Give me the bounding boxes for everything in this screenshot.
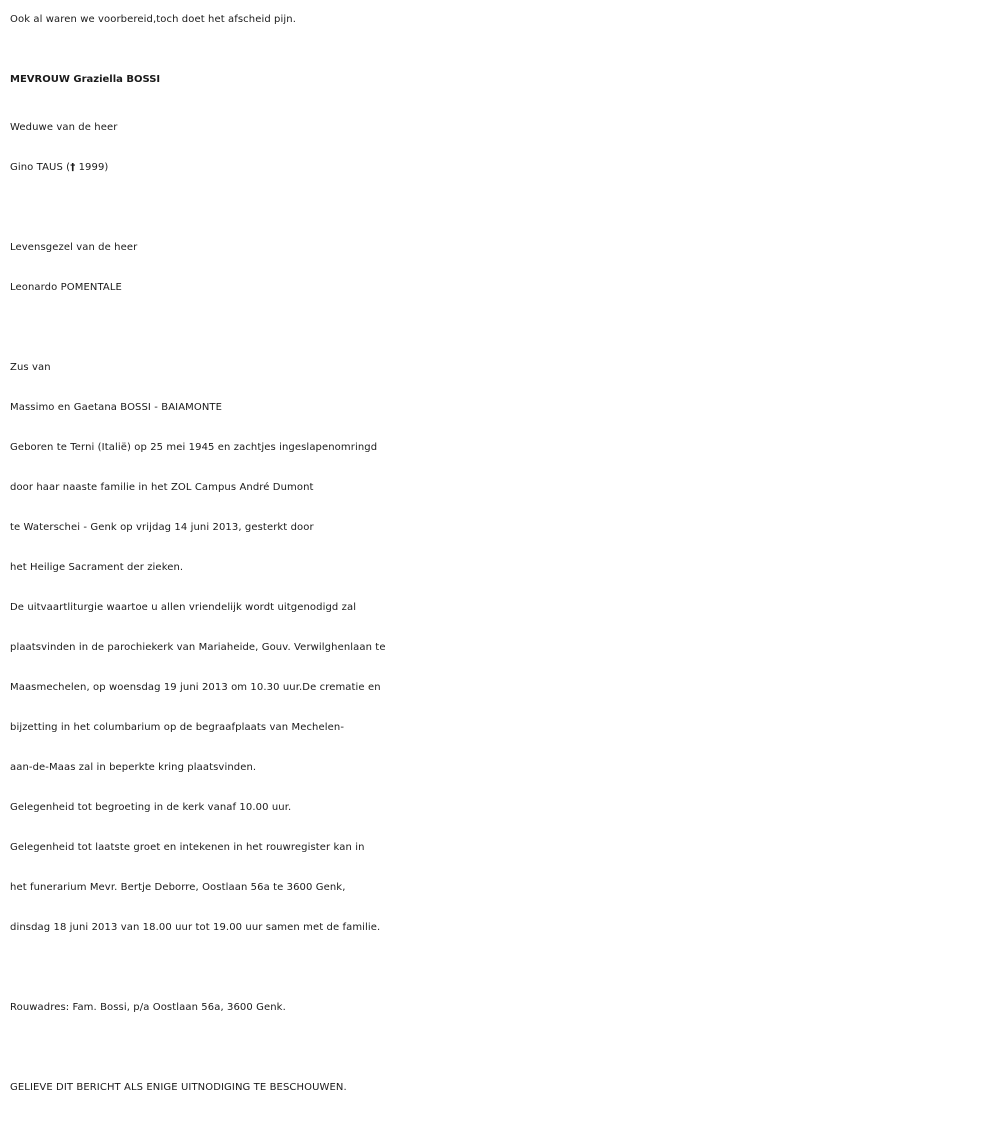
sibling-label: Zus van: [10, 362, 51, 373]
body-line: plaatsvinden in de parochiekerk van Mariaheide, Gouv. Verwilghenlaan te: [10, 642, 386, 653]
body-line: Geboren te Terni (Italië) op 25 mei 1945 en zachtjes ingeslapenomringd: [10, 442, 378, 453]
late-husband: [10, 148, 995, 188]
spacer: [10, 948, 995, 988]
death-notice: [10, 0, 995, 1108]
notice-body: [10, 428, 995, 948]
body-line: door haar naaste familie in het ZOL Campus André Dumont: [10, 482, 314, 493]
body-line: aan-de-Maas zal in beperkte kring plaatsvinden.: [10, 762, 257, 773]
partner-label: Levensgezel van de heer: [10, 242, 138, 253]
late-husband-year: 1999): [75, 162, 109, 173]
cross-icon: †: [70, 162, 76, 173]
body-line: dinsdag 18 juni 2013 van 18.00 uur tot 19.00 uur samen met de familie.: [10, 922, 381, 933]
body-line: Gelegenheid tot begroeting in de kerk vanaf 10.00 uur.: [10, 802, 292, 813]
closing-notice: GELIEVE DIT BERICHT ALS ENIGE UITNODIGING TE BESCHOUWEN.: [10, 1082, 347, 1093]
deceased-name: MEVROUW Graziella BOSSI: [10, 74, 161, 85]
late-husband-name: Gino TAUS (: [10, 162, 71, 173]
mourning-address: Rouwadres: Fam. Bossi, p/a Oostlaan 56a, 3600 Genk.: [10, 1002, 286, 1013]
spacer: [10, 308, 995, 348]
widow-of-label: Weduwe van de heer: [10, 122, 118, 133]
spacer: [10, 1028, 995, 1068]
body-line: Gelegenheid tot laatste groet en intekenen in het rouwregister kan in: [10, 842, 365, 853]
body-line: De uitvaartliturgie waartoe u allen vriendelijk wordt uitgenodigd zal: [10, 602, 357, 613]
body-line: Maasmechelen, op woensdag 19 juni 2013 om 10.30 uur.De crematie en: [10, 682, 381, 693]
body-line: te Waterschei - Genk op vrijdag 14 juni 2013, gesterkt door: [10, 522, 314, 533]
spacer: [10, 188, 995, 228]
intro-text: Ook al waren we voorbereid,toch doet het afscheid pijn.: [10, 14, 296, 25]
siblings-names: Massimo en Gaetana BOSSI - BAIAMONTE: [10, 402, 223, 413]
body-line: het funerarium Mevr. Bertje Deborre, Oostlaan 56a te 3600 Genk,: [10, 882, 346, 893]
body-line: bijzetting in het columbarium op de begraafplaats van Mechelen-: [10, 722, 345, 733]
body-line: het Heilige Sacrament der zieken.: [10, 562, 184, 573]
partner-name: Leonardo POMENTALE: [10, 282, 122, 293]
